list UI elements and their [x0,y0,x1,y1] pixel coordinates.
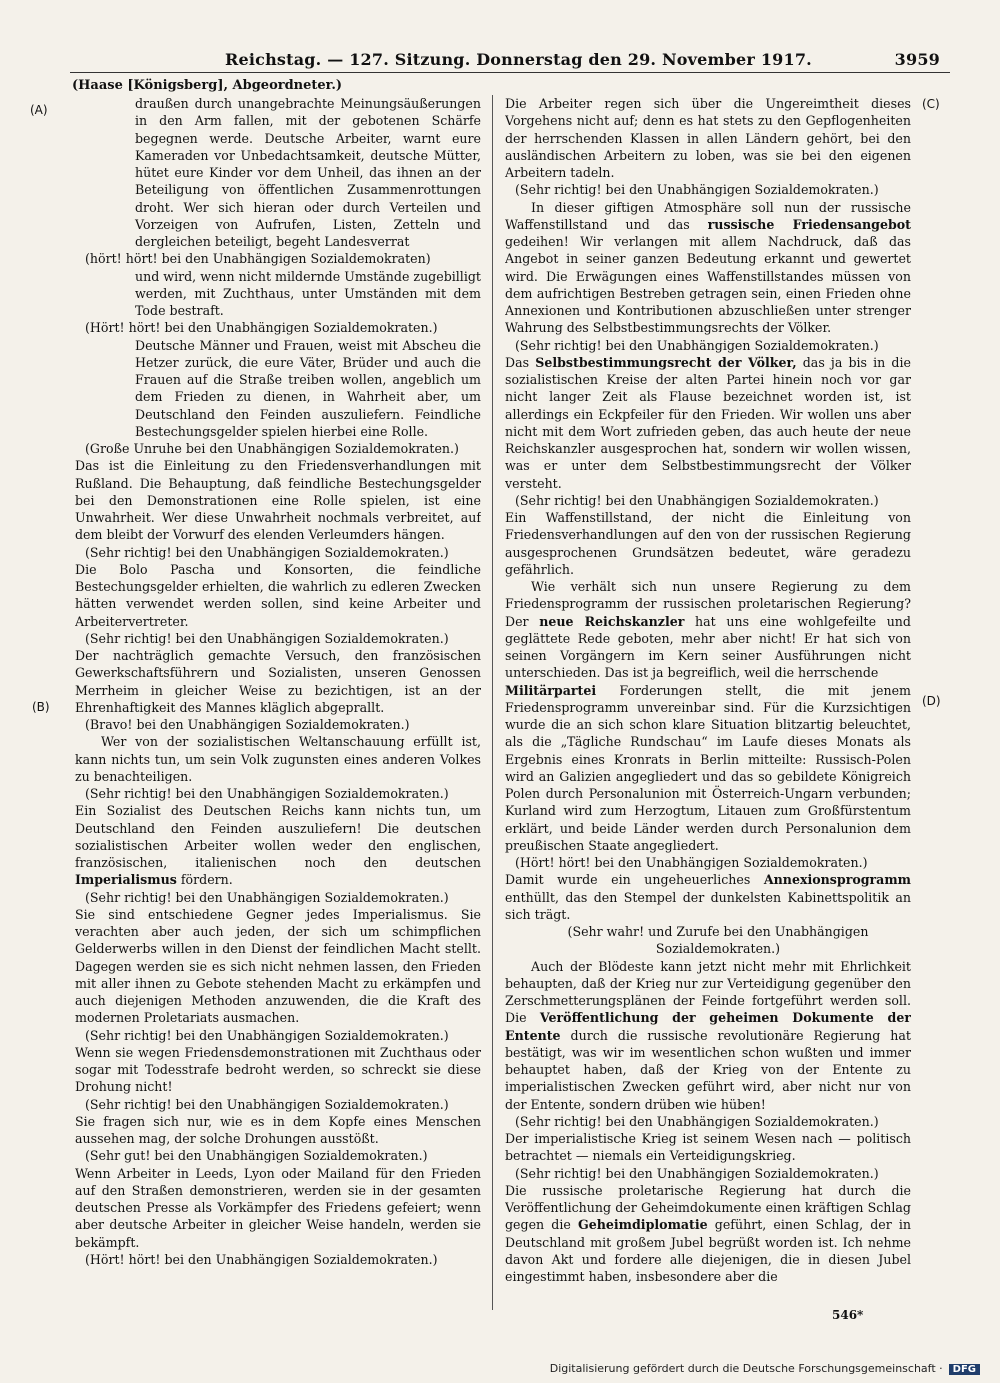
speaker-line: (Haase [Königsberg], Abgeordneter.) [72,78,343,93]
left-column [75,95,481,1315]
emphasis: Militärpartei [505,682,597,698]
emphasis: Annexionsprogramm [763,872,911,888]
interjection: (Sehr richtig! bei den Unabhängigen Sozialdemokraten.) [515,492,879,508]
paragraph: Das ist die Einleitung zu den Friedensverhandlungen mit Rußland. Die Behauptung, daß feindliche Bestechungsgelder bei den Demonstrationen eine Rolle spielen, ist eine Unwahrheit. Wer diese Unwahrheit nochmals verbreitet, auf dem bleibt der Vorwurf des elenden Verleumders hängen. [75,458,481,543]
paragraph: Die Bolo Pascha und Konsorten, die feindliche Bestechungsgelder erhielten, die wahrlich zu edleren Zwecken hätten verwendet werden sollen, sind keine Arbeiter und Arbeitervertreter. [75,561,481,629]
paragraph: Der nachträglich gemachte Versuch, den französischen Gewerkschaftsführern und Sozialisten, unseren Genossen Merrheim in gleicher Weise zu bezichtigen, ist an der Ehrenhaftigkeit des Mannes kläglich abgeprallt. [75,648,481,715]
interjection: (Große Unruhe bei den Unabhängigen Sozialdemokraten.) [85,441,459,456]
interjection: (Sehr richtig! bei den Unabhängigen Sozialdemokraten.) [515,1113,879,1129]
right-column [505,95,911,1315]
interjection: (Sehr gut! bei den Unabhängigen Sozialdemokraten.) [85,1148,428,1164]
interjection: (Sehr richtig! bei den Unabhängigen Sozialdemokraten.) [85,630,449,646]
interjection: (Sehr richtig! bei den Unabhängigen Sozialdemokraten.) [85,889,449,905]
signature-mark: 546* [832,1308,864,1322]
interjection: (Sehr richtig! bei den Unabhängigen Sozialdemokraten.) [85,786,449,801]
margin-marker-c: (C) [922,97,940,111]
emphasis: russische Friedensangebot [707,216,911,232]
dfg-logo: DFG [949,1364,980,1375]
footer-text: Digitalisierung gefördert durch die Deutsche Forschungsgemeinschaft · [549,1362,943,1375]
paragraph: Damit wurde ein ungeheuerliches Annexionsprogramm enthüllt, das den Stempel der dunkelsten Kabinettspolitik an sich trägt. [505,872,911,922]
paragraph: Militärpartei Forderungen stellt, die mit jenem Friedensprogramm unvereinbar sind. Für die Kurzsichtigen wurde die an sich schon klare Situation blitzartig beleuchtet, als die „Tägliche Rundschau“ im Laufe dieses Monats als Ergebnis eines Kronrats in Berlin mitteilte: Russisch-Polen wird an Galizien angegliedert und das so gebildete Königreich Polen durch Personalunion mit Österreich-Ungarn verbunden; Kurland wird zum Herzogtum, Litauen zum Großfürstentum erklärt, und beide Länder werden durch Personalunion dem preußischen Staate angegliedert. [505,682,911,853]
page-number: 3959 [894,50,940,69]
margin-marker-a: (A) [30,103,48,117]
column-divider [492,95,493,1310]
running-header [225,50,940,72]
interjection: (Sehr richtig! bei den Unabhängigen Sozialdemokraten.) [85,1096,449,1112]
emphasis: neue Reichskanzler [539,613,685,629]
interjection: (Hört! hört! bei den Unabhängigen Sozialdemokraten.) [85,1251,438,1267]
header-title: Reichstag. — 127. Sitzung. Donnerstag den 29. November 1917. [225,50,812,69]
margin-marker-b: (B) [32,700,50,714]
footer [550,1362,980,1375]
interjection: (Sehr richtig! bei den Unabhängigen Sozialdemokraten.) [515,337,879,353]
emphasis: Geheimdiplomatie [577,1217,708,1233]
paragraph: Sie fragen sich nur, wie es in dem Kopfe eines Menschen aussehen mag, der solche Drohungen ausstößt. [75,1113,481,1146]
paragraph: Die Arbeiter regen sich über die Ungereimtheit dieses Vorgehens nicht auf; denn es hat stets zu den Gepflogenheiten der herrschenden Klassen in allen Ländern gehört, bei den ausländischen Arbeitern zu loben, was sie bei den eigenen Arbeitern tadeln. [505,96,911,180]
paragraph: Auch der Blödeste kann jetzt nicht mehr mit Ehrlichkeit behaupten, daß der Krieg nur zur Verteidigung gegenüber den Zerschmetterungsplänen der Feinde fortgeführt werden soll. Die Veröffentlichung der geheimen Dokumente der Entente durch die russische revolutionäre Regierung hat bestätigt, was wir im wesentlichen schon wußten und immer behauptet haben, daß der Krieg von der Entente zu imperialistischen Zwecken geführt wird, aber nicht nur von der Entente, sondern drüben wie hüben! [505,958,911,1112]
paragraph: Ein Sozialist des Deutschen Reichs kann nichts tun, um Deutschland den Feinden auszuliefern! Die deutschen sozialistischen Arbeiter wollen weder den englischen, französischen, italienischen noch den deutschen Imperialismus fördern. [75,803,481,888]
paragraph: Der imperialistische Krieg ist seinem Wesen nach — politisch betrachtet — niemals ein Verteidigungskrieg. [505,1131,911,1164]
paragraph: Ein Waffenstillstand, der nicht die Einleitung von Friedensverhandlungen auf den von der russischen Regierung ausgesprochenen Grundsätzen bedeutet, wäre geradezu gefährlich. [505,510,911,577]
paragraph: Wenn sie wegen Friedensdemonstrationen mit Zuchthaus oder sogar mit Todesstrafe bedroht werden, so schreckt sie diese Drohung nicht! [75,1044,481,1095]
emphasis: Imperialismus [75,872,177,888]
paragraph: Wenn Arbeiter in Leeds, Lyon oder Mailand für den Frieden auf den Straßen demonstrieren, werden sie in der gesamten deutschen Presse als Vorkämpfer des Friedens gefeiert; wenn aber deutsche Arbeiter in gleicher Weise handeln, werden sie bekämpft. [75,1165,481,1250]
interjection: (Hört! hört! bei den Unabhängigen Sozialdemokraten.) [515,855,868,870]
emphasis: Veröffentlichung der geheimen Dokumente der Entente [505,1010,911,1043]
paragraph: Wie verhält sich nun unsere Regierung zu dem Friedensprogramm der russischen proletarischen Regierung? Der neue Reichskanzler hat uns eine wohlgefeilte und geglättete Rede geboten, mehr aber nicht! Er hat sich von seinen Vorgängern im Kern seiner Ausführungen nicht unterschieden. Das ist ja begreiflich, weil die herrschende [505,579,911,681]
interjection: (Sehr wahr! und Zurufe bei den Unabhängigen Sozialdemokraten.) [567,924,869,957]
interjection: (Sehr richtig! bei den Unabhängigen Sozialdemokraten.) [515,182,879,198]
paragraph: und wird, wenn nicht mildernde Umstände zugebilligt werden, mit Zuchthaus, unter Umständen mit dem Tode bestraft. [135,268,481,318]
paragraph: Wer von der sozialistischen Weltanschauung erfüllt ist, kann nichts tun, um sein Volk zugunsten eines anderen Volkes zu benachteiligen. [75,734,481,784]
interjection: (Sehr richtig! bei den Unabhängigen Sozialdemokraten.) [85,544,449,560]
paragraph: Das Selbstbestimmungsrecht der Völker, das ja bis in die sozialistischen Kreise der alten Partei hinein noch vor gar nicht langer Zeit als Flause bezeichnet worden ist, ist allerdings ein Eckpfeiler für den Frieden. Wir wollen uns aber nicht mit dem Wort zufrieden geben, das auch heute der neue Reichskanzler ausgesprochen hat, sondern wir wollen wissen, was er unter dem Selbstbestimmungsrecht der Völker versteht. [505,354,911,491]
paragraph: Sie sind entschiedene Gegner jedes Imperialismus. Sie verachten aber auch jeden, der sich um schimpflichen Gelderwerbs willen in den Dienst der feindlichen Macht stellt. Dagegen werden sie es sich nicht nehmen lassen, den Frieden mit aller ihnen zu Gebote stehenden Macht zu erkämpfen und auch diejenigen Methoden anzuwenden, die die Kraft des modernen Proletariats ausmachen. [75,906,481,1026]
header-rule [70,72,950,73]
interjection: (Hört! hört! bei den Unabhängigen Sozialdemokraten.) [85,320,438,336]
paragraph: In dieser giftigen Atmosphäre soll nun der russische Waffenstillstand und das russische Friedensangebot gedeihen! Wir verlangen mit allem Nachdruck, daß das Angebot in seiner ganzen Bedeutung erkannt und gewertet wird. Die Erwägungen eines Waffenstillstandes müssen von dem aufrichtigen Bestreben getragen sein, einen Frieden ohne Annexionen und Kontributionen abzuschließen unter strenger Wahrung des Selbstbestimmungsrechts der Völker. [505,199,911,336]
interjection: (Sehr richtig! bei den Unabhängigen Sozialdemokraten.) [515,1165,879,1181]
paragraph: draußen durch unangebrachte Meinungsäußerungen in den Arm fallen, mit der gebotenen Schärfe begegnen werde. Deutsche Arbeiter, warnt eure Kameraden vor Unbedachtsamkeit, deutsche Mütter, hütet eure Kinder vor dem Unheil, das ihnen an der Beteiligung von öffentlichen Zusammenrottungen droht. Wer sich hieran oder durch Verteilen und Vorzeigen von Aufrufen, Listen, Zetteln und dergleichen beteiligt, begeht Landesverrat [135,96,481,249]
interjection: (Bravo! bei den Unabhängigen Sozialdemokraten.) [85,717,410,732]
interjection: (hört! hört! bei den Unabhängigen Sozialdemokraten) [85,251,431,267]
paragraph: Die russische proletarische Regierung hat durch die Veröffentlichung der Geheimdokumente einen kräftigen Schlag gegen die Geheimdiplomatie geführt, einen Schlag, der in Deutschland mit großem Jubel begrüßt worden ist. Ich nehme davon Akt und fordere alle diejenigen, die in diesen Jubel eingestimmt haben, insbesondere aber die [505,1182,911,1284]
interjection: (Sehr richtig! bei den Unabhängigen Sozialdemokraten.) [85,1027,449,1043]
emphasis: Selbstbestimmungsrecht der Völker, [535,354,797,370]
margin-marker-d: (D) [922,694,941,708]
paragraph: Deutsche Männer und Frauen, weist mit Abscheu die Hetzer zurück, die eure Väter, Brüder und auch die Frauen auf die Straße treiben wollen, angeblich um dem Frieden zu dienen, in Wahrheit aber, um Deutschland den Feinden auszuliefern. Feindliche Bestechungsgelder spielen hierbei eine Rolle. [135,337,481,439]
